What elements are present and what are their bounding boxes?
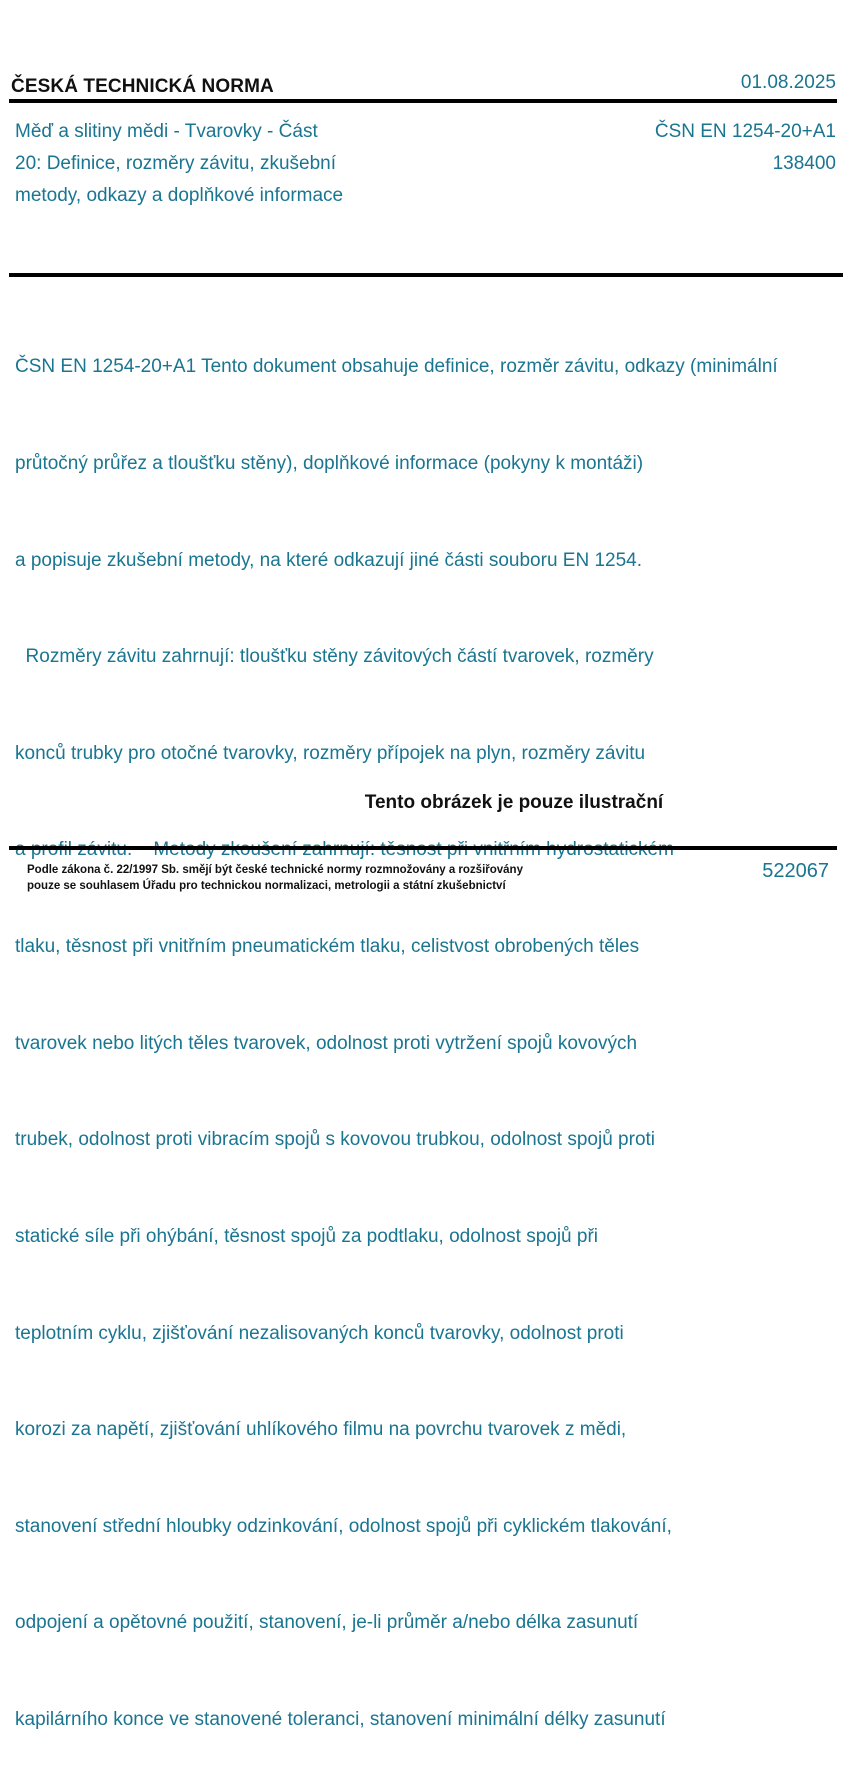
document-title-line: 20: Definice, rozměry závitu, zkušební <box>15 153 337 174</box>
abstract-line: kapilárního konce ve stanovené toleranci, stanovení minimální délky zasunutí <box>15 1708 666 1730</box>
abstract-line: teplotním cyklu, zjišťování nezalisovaných konců tvarovky, odolnost proti <box>15 1322 624 1344</box>
legal-notice <box>27 862 523 894</box>
abstract-line: tvarovek nebo litých těles tvarovek, odolnost proti vytržení spojů kovových <box>15 1032 638 1054</box>
norm-type-heading: ČESKÁ TECHNICKÁ NORMA <box>11 76 274 97</box>
abstract-line: a popisuje zkušební metody, na které odkazují jiné části souboru EN 1254. <box>15 549 643 571</box>
abstract-line: Rozměry závitu zahrnují: tloušťku stěny závitových částí tvarovek, rozměry <box>15 646 654 668</box>
classification-number: 138400 <box>772 153 836 174</box>
publication-date: 01.08.2025 <box>740 72 836 93</box>
abstract-line: odpojení a opětovné použití, stanovení, je-li průměr a/nebo délka zasunutí <box>15 1612 639 1634</box>
legal-notice-line: pouze se souhlasem Úřadu pro technickou normalizaci, metrologii a státní zkušebnictví <box>27 880 506 892</box>
abstract-line: korozi za napětí, zjišťování uhlíkového filmu na povrchu tvarovek z mědi, <box>15 1419 627 1441</box>
abstract-line: statické síle při ohýbání, těsnost spojů za podtlaku, odolnost spojů při <box>15 1225 599 1247</box>
legal-notice-line: Podle zákona č. 22/1997 Sb. smějí být české technické normy rozmnožovány a rozšiřovány <box>27 864 523 876</box>
header-rule <box>9 99 837 103</box>
section-rule <box>9 273 843 277</box>
abstract-text <box>15 287 778 1768</box>
illustration-note: Tento obrázek je pouze ilustrační <box>364 792 664 813</box>
document-identifier <box>655 116 836 180</box>
footer-rule <box>9 846 837 850</box>
document-title <box>15 116 435 212</box>
document-title-line: Měď a slitiny mědi - Tvarovky - Část <box>15 121 318 142</box>
catalog-number: 522067 <box>762 860 829 882</box>
abstract-line: tlaku, těsnost při vnitřním pneumatickém tlaku, celistvost obrobených těles <box>15 936 640 958</box>
abstract-line: trubek, odolnost proti vibracím spojů s kovovou trubkou, odolnost spojů proti <box>15 1129 656 1151</box>
abstract-line: ČSN EN 1254-20+A1 Tento dokument obsahuje definice, rozměr závitu, odkazy (minimální <box>15 356 778 378</box>
abstract-line: konců trubky pro otočné tvarovky, rozměry přípojek na plyn, rozměry závitu <box>15 742 646 764</box>
standard-code: ČSN EN 1254-20+A1 <box>654 121 836 142</box>
abstract-line: průtočný průřez a tloušťku stěny), doplňkové informace (pokyny k montáži) <box>15 453 644 475</box>
document-title-line: metody, odkazy a doplňkové informace <box>15 185 344 206</box>
abstract-line: stanovení střední hloubky odzinkování, odolnost spojů při cyklickém tlakování, <box>15 1515 672 1537</box>
